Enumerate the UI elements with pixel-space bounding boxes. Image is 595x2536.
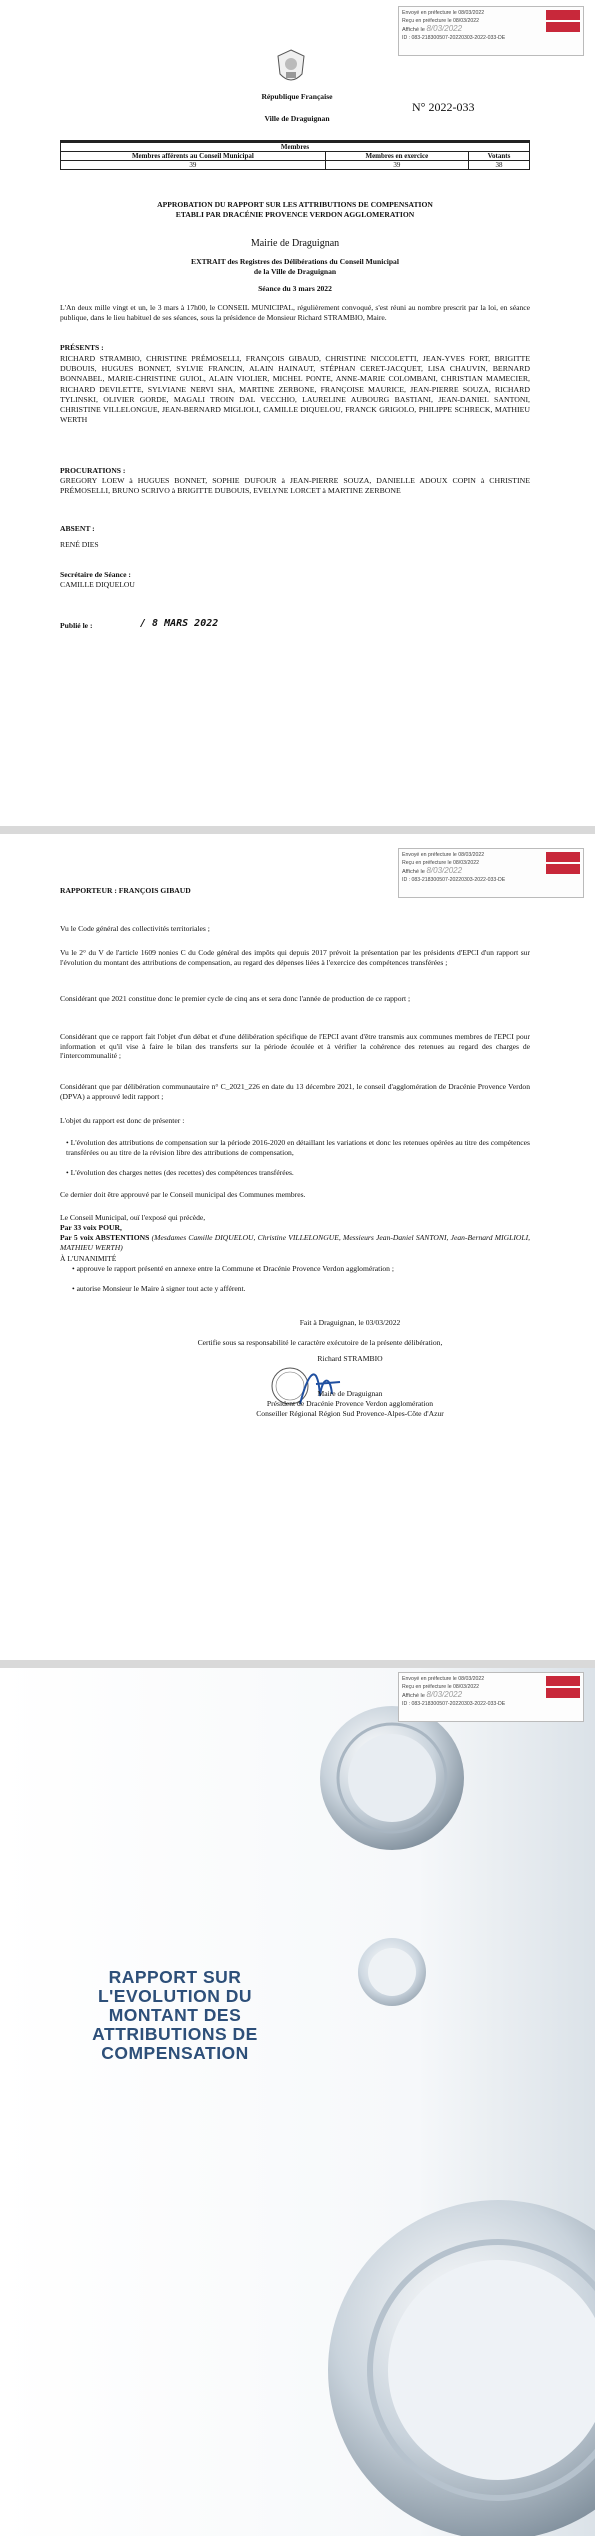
members-table-title: Membres — [61, 143, 530, 152]
members-header-afferents: Membres afférents au Conseil Municipal — [61, 152, 326, 161]
rapport-title-line-2: L'EVOLUTION DU — [97, 1986, 253, 2006]
stamp-logo-2 — [546, 1688, 580, 1698]
mairie-label: Mairie de Draguignan — [250, 238, 340, 249]
stamp-line-affiche: Affiché le 8/03/2022 — [402, 24, 463, 33]
stamp-logo-2 — [546, 864, 580, 874]
signatory-title-1: Maire de Draguignan — [317, 1389, 383, 1398]
deliberation-number: N° 2022-033 — [412, 100, 475, 114]
presents-label: PRÉSENTS : — [60, 343, 104, 352]
stamp-logo-2 — [546, 22, 580, 32]
page-3 — [0, 1668, 595, 2536]
prefecture-stamp — [398, 848, 584, 898]
fait-a: Fait à Draguignan, le 03/03/2022 — [299, 1318, 401, 1327]
rapport-title — [60, 1968, 290, 2063]
page-1 — [0, 0, 595, 826]
procurations-list: GREGORY LOEW à HUGUES BONNET, SOPHIE DUFOUR à JEAN-PIERRE SOUZA, DANIELLE ADOUX COPIN à CHRISTINE PRÉMOSELLI, BRUNO SCRIVO à BRIGITTE DUBOUIS, EVELYNE LORCET à MARTINE ZERBONE — [60, 476, 530, 496]
rapport-title-line-3: MONTANT DES — [108, 2005, 242, 2025]
extrait-line-2: de la Ville de Draguignan — [253, 267, 337, 276]
stamp-line-id: ID : 083-218300507-20220303-2022-033-DE — [402, 1701, 506, 1707]
certifie: Certifie sous sa responsabilité le caractère exécutoire de la présente délibération, — [197, 1338, 443, 1347]
objet-intro: L'objet du rapport est donc de présenter : — [60, 1116, 185, 1125]
stamp-line-id: ID : 083-218300507-20220303-2022-033-DE — [402, 877, 506, 883]
prefecture-stamp — [398, 6, 584, 56]
decision-2: • autorise Monsieur le Maire à signer tout acte y afférent. — [72, 1284, 246, 1293]
members-value-afferents: 39 — [61, 161, 326, 170]
objet-bullet-1: • L'évolution des attributions de compensation sur la période 2016-2020 en détaillant les variations et donc les retenues opérées au titre des compétences transférées ou au titre de la révision libre des attributions de compensation, — [66, 1138, 530, 1157]
absent-label: ABSENT : — [60, 524, 95, 533]
stamp-line-sent: Envoyé en préfecture le 08/03/2022 — [402, 852, 485, 858]
stamp-line-sent: Envoyé en préfecture le 08/03/2022 — [402, 1676, 485, 1682]
secretaire-name: CAMILLE DIQUELOU — [60, 580, 135, 589]
members-value-exercice: 39 — [325, 161, 468, 170]
objet-bullet-2: • L'évolution des charges nettes (des recettes) des compétences transférées. — [66, 1168, 294, 1177]
republic-label: République Française — [261, 92, 333, 101]
members-value-votants: 38 — [468, 161, 529, 170]
decision-1: • approuve le rapport présenté en annexe entre la Commune et Dracénie Provence Verdon agglomération ; — [72, 1264, 394, 1273]
publie-label: Publié le : — [60, 621, 93, 630]
signatory-title-2: Président de Dracénie Provence Verdon agglomération — [266, 1399, 434, 1408]
intro-paragraph: L'An deux mille vingt et un, le 3 mars à 17h00, le CONSEIL MUNICIPAL, régulièrement convoqué, s'est réuni au nombre prescrit par la loi, en séance publique, dans le lieu habituel de ses séances, sous la présidence de Monsieur Richard STRAMBIO, Maire. — [60, 303, 530, 322]
marianne-emblem-icon — [274, 48, 308, 88]
cover-background-decoration — [0, 1668, 595, 2536]
stamp-logo — [546, 1676, 580, 1686]
vu-article-1609: Vu le 2° du V de l'article 1609 nonies C du Code général des impôts qui depuis 2017 prévoit la présentation par les présidents d'EPCI d'un rapport sur l'évolution du montant des attributions de compensation, au regard des dépenses liées à l'exercice des compétences transférées ; — [60, 948, 530, 967]
deliberation-heading-2: ETABLI PAR DRACÉNIE PROVENCE VERDON AGGLOMERATION — [175, 210, 415, 219]
rapport-title-line-5: COMPENSATION — [101, 2043, 249, 2063]
stamp-line-affiche: Affiché le 8/03/2022 — [402, 866, 463, 875]
stamp-logo — [546, 852, 580, 862]
prefecture-stamp — [398, 1672, 584, 1722]
procurations-label: PROCURATIONS : — [60, 466, 126, 475]
stamp-logo — [546, 10, 580, 20]
considerant-2: Considérant que ce rapport fait l'objet d'un débat et d'une délibération spécifique de l'EPCI avant d'être transmis aux communes membres de l'EPCI pour information et qu'il vise à faire le bilan des transferts sur la période écoulée et à vérifier la cohérence des retenues au regard des charges de l'intercommunalité ; — [60, 1032, 530, 1061]
stamp-line-received: Reçu en préfecture le 08/03/2022 — [402, 860, 480, 866]
absent-name: RENÉ DIES — [60, 540, 99, 549]
signatory-name: Richard STRAMBIO — [317, 1354, 383, 1363]
stamp-line-received: Reçu en préfecture le 08/03/2022 — [402, 1684, 480, 1690]
presents-list: RICHARD STRAMBIO, CHRISTINE PRÉMOSELLI, FRANÇOIS GIBAUD, CHRISTINE NICCOLETTI, JEAN-YVES FORT, BRIGITTE DUBOUIS, HUGUES BONNET, SYLVIE FRANCIN, ALAIN HAINAUT, STÉPHAN CERET-JACQUET, LISA CHAUVIN, BERNARD BONNABEL, MARIE-CHRISTINE GUIOL, ALAIN VIOLIER, MICHEL PONTE, ANNE-MARIE COLOMBANI, CHRISTIAN MAMECIER, RICHARD DEVILETTE, SYLVIANE NERVI SHA, MARTINE ZERBONE, FRANÇOISE MAURICE, JEAN-PIERRE SOUZA, RICHARD TYLINSKI, OLIVIER GORDE, MAGALI TROIN DAL VECCHIO, LAURELINE AUBOURG BASTIANI, JEAN-DANIEL SANTONI, CHRISTINE VILLELONGUE, JEAN-BERNARD MIGLIOLI, CAMILLE DIQUELOU, FRANCK GRIGOLO, PHILIPPE SCHRECK, MATHIEU WERTH — [60, 354, 530, 425]
considerant-3: Considérant que par délibération communautaire n° C_2021_226 en date du 13 décembre 2021, le conseil d'agglomération de Dracénie Provence Verdon (DPVA) a approuvé ledit rapport ; — [60, 1082, 530, 1101]
vu-code-general: Vu le Code général des collectivités territoriales ; — [60, 924, 210, 933]
secretaire-label: Secrétaire de Séance : — [60, 570, 131, 579]
publie-date-stamp: / 8 MARS 2022 — [140, 618, 219, 629]
stamp-line-received: Reçu en préfecture le 08/03/2022 — [402, 18, 480, 24]
page-2 — [0, 834, 595, 1660]
considerant-1: Considérant que 2021 constitue donc le premier cycle de cinq ans et sera donc l'année de production de ce rapport ; — [60, 994, 411, 1003]
signatory-title-3: Conseiller Régional Région Sud Provence-Alpes-Côte d'Azur — [256, 1409, 444, 1418]
rapport-title-line-1: RAPPORT SUR — [108, 1967, 242, 1987]
votes-pour: Par 33 voix POUR, — [60, 1223, 122, 1232]
stamp-line-id: ID : 083-218300507-20220303-2022-033-DE — [402, 35, 506, 41]
votes-abstentions: Par 5 voix ABSTENTIONS (Mesdames Camille DIQUELOU, Christine VILLELONGUE, Messieurs Jean-Daniel SANTONI, Jean-Bernard MIGLIOLI, MATHIEU WERTH) — [60, 1233, 531, 1252]
stamp-line-sent: Envoyé en préfecture le 08/03/2022 — [402, 10, 485, 16]
stamp-line-affiche: Affiché le 8/03/2022 — [402, 1690, 463, 1699]
rapport-title-line-4: ATTRIBUTIONS DE — [92, 2024, 258, 2044]
extrait-line-1: EXTRAIT des Registres des Délibérations du Conseil Municipal — [191, 257, 399, 266]
deliberation-heading-1: APPROBATION DU RAPPORT SUR LES ATTRIBUTIONS DE COMPENSATION — [157, 200, 433, 209]
rapporteur: RAPPORTEUR : FRANÇOIS GIBAUD — [60, 886, 191, 895]
members-header-votants: Votants — [468, 152, 529, 161]
seance-date: Séance du 3 mars 2022 — [258, 284, 332, 293]
members-header-exercice: Membres en exercice — [325, 152, 468, 161]
unanimite: À L'UNANIMITÉ — [60, 1254, 117, 1263]
approbation-note: Ce dernier doit être approuvé par le Conseil municipal des Communes membres. — [60, 1190, 306, 1199]
town-label: Ville de Draguignan — [264, 114, 330, 123]
conseil-line: Le Conseil Municipal, ouï l'exposé qui précède, — [60, 1213, 206, 1222]
members-table — [60, 142, 530, 170]
